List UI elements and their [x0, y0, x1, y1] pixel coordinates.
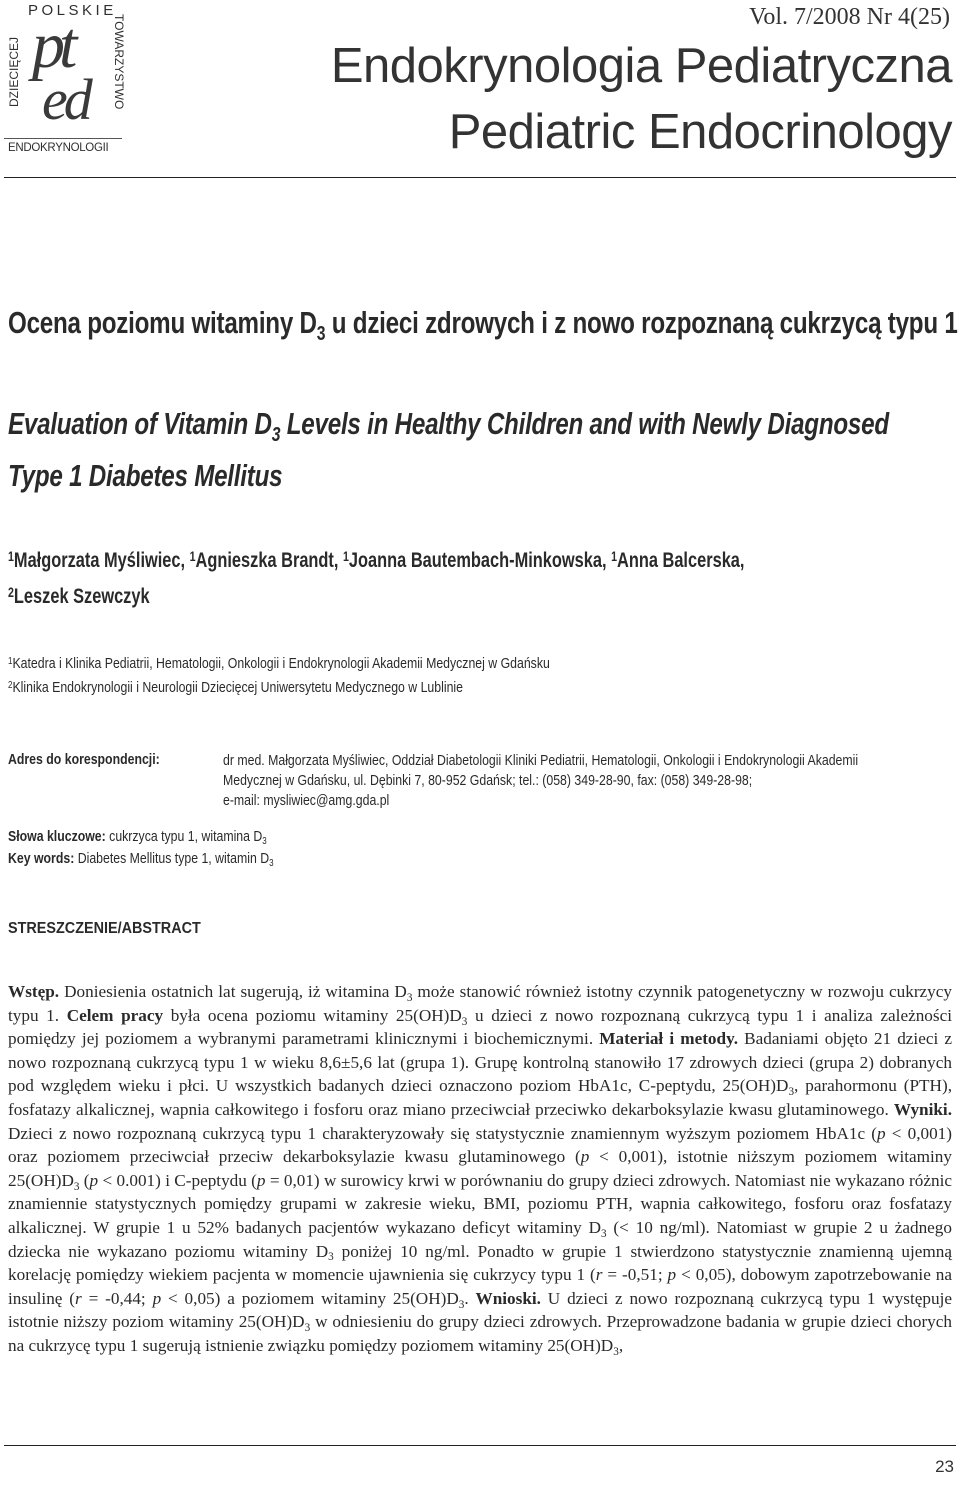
- subscript: 3: [458, 1298, 465, 1311]
- author-affil-mark: 2: [8, 584, 14, 600]
- author-name: Agnieszka Brandt,: [195, 549, 343, 572]
- logo-dzieciece: DZIECIĘCEJ: [7, 36, 21, 107]
- abstract-text: Badaniami objęto 21 dzieci z nowo rozpoznaną cukrzycą typu 1 w wieku 8,6±5,6 lat (grupa 1). Grupę kontrolną stanowiło 17 zdrowych dzieci (grupa 2) dobranych pod względem wieku i płci. U wszystkich badanych dzieci oznaczono poziom HbA1c, C-peptydu, 25(OH)D: [8, 1029, 952, 1096]
- keywords-pl: [8, 826, 828, 848]
- subscript: 3: [328, 1251, 334, 1264]
- abstract-text: < 0,05), dobowym zapotrzebowanie na insulinę (: [8, 1265, 952, 1308]
- abstract-text: U dzieci z nowo rozpoznaną cukrzycą typu 1 występuje istotnie niższy poziom witaminy 25(OH)D: [8, 1288, 952, 1332]
- stat-symbol: p: [580, 1147, 590, 1167]
- keywords-en: [8, 848, 828, 870]
- author-affil-mark: 1: [611, 548, 617, 564]
- abstract-label-conclusions: Wnioski.: [475, 1288, 541, 1308]
- page-number: 23: [935, 1457, 954, 1476]
- title-pl-subscript: 3: [316, 323, 326, 346]
- correspondence-label: Adres do korespondencji:: [8, 751, 160, 768]
- correspondence-address: [223, 751, 960, 811]
- author-affil-mark: 1: [342, 548, 349, 564]
- subscript: 3: [788, 1086, 795, 1099]
- author-name: Joanna Bautembach-Minkowska,: [348, 549, 612, 572]
- subscript: 3: [304, 1322, 311, 1335]
- abstract-text: , parahormonu (PTH), fosfatazy alkalicznej, wapnia całkowitego i fosforu oraz miano przeciwciał przeciwko dekarboksylazie kwasu glutaminowego.: [8, 1076, 952, 1119]
- keywords-en-text: Diabetes Mellitus type 1, witamin D: [74, 850, 270, 867]
- correspondence-email: e-mail: mysliwiec@amg.gda.pl: [223, 792, 390, 809]
- abstract-text: u dzieci z nowo rozpoznaną cukrzycą typu 1 i analiza zależności pomiędzy jej poziomem a wybranymi parametrami klinicznymi i biochemicznymi.: [8, 1005, 952, 1049]
- title-pl-text-end: u dzieci zdrowych i z nowo rozpoznaną cukrzycą typu 1: [325, 305, 958, 340]
- affiliation-1: [8, 652, 910, 676]
- abstract-text: Doniesienia ostatnich lat sugerują, iż witamina D: [59, 982, 407, 1001]
- volume-issue: Vol. 7/2008 Nr 4(25): [749, 4, 950, 30]
- subscript: 3: [73, 1180, 80, 1193]
- keywords-pl-subscript: 3: [262, 836, 267, 848]
- correspondence-line: dr med. Małgorzata Myśliwiec, Oddział Diabetologii Kliniki Pediatrii, Hematologii, Onkologii i Endokrynologii Akademii: [223, 752, 859, 769]
- abstract-text: = -0,44;: [81, 1288, 153, 1308]
- abstract-text: = 0,01) w surowicy krwi w porównaniu do grupy dzieci zdrowych. Natomiast nie wykazano różnic znamiennie statystycznych pomiędzy grupami w zakresie wieku, BMI, poziomu PTH, wapnia całkowitego, fosforu oraz fosfatazy alkalicznej. W grupie 1 u 52% badanych pacjentów wykazano deficyt witaminy D: [8, 1170, 952, 1237]
- affiliation-text: Katedra i Klinika Pediatrii, Hematologii, Onkologii i Endokrynologii Akademii Medycznej w Gdańsku: [12, 655, 550, 672]
- abstract-text: ,: [618, 1335, 624, 1355]
- stat-symbol: p: [256, 1170, 266, 1190]
- keywords-pl-text: cukrzyca typu 1, witamina D: [105, 828, 263, 845]
- abstract-text: w odniesieniu do grupy dzieci zdrowych. Przeprowadzone badania w grupie dzieci chorych na cukrzycę typu 1 sugerują istnienie związku pomiędzy poziomem witaminy 25(OH)D: [8, 1312, 952, 1355]
- abstract-text: była ocena poziomu witaminy 25(OH)D: [163, 1005, 462, 1025]
- journal-title-pl: Endokrynologia Pediatryczna: [330, 39, 952, 93]
- abstract-label-results: Wyniki.: [893, 1099, 952, 1119]
- logo-mark-bottom: ed: [42, 67, 89, 132]
- keywords-en-label: Key words:: [8, 850, 75, 867]
- stat-symbol: p: [667, 1265, 677, 1285]
- abstract-text: może stanowić również istotny czynnik patogenetyczny w rozwoju cukrzycy typu 1.: [8, 982, 952, 1025]
- logo-towarzystwo: TOWARZYSTWO: [112, 14, 126, 110]
- section-heading: STRESZCZENIE/ABSTRACT: [8, 920, 201, 937]
- abstract-text: (: [79, 1170, 90, 1190]
- subscript: 3: [406, 991, 413, 1004]
- logo-polskie: POLSKIE: [28, 2, 117, 19]
- author-name: Leszek Szewczyk: [13, 585, 150, 608]
- affiliation-mark: 2: [8, 679, 13, 691]
- abstract-text: < 0.001) i C-peptydu (: [98, 1170, 257, 1190]
- author-name: Anna Balcerska,: [616, 549, 745, 572]
- abstract-text: = -0,51;: [602, 1265, 668, 1285]
- title-en-subscript: 3: [271, 424, 281, 447]
- society-logo: [4, 4, 126, 154]
- logo-rule: [4, 138, 122, 139]
- stat-symbol: r: [595, 1265, 603, 1285]
- abstract-text: Dzieci z nowo rozpoznaną cukrzycą typu 1 charakteryzowały się statystycznie znamiennym wyższym poziomem HbA1c (: [8, 1123, 877, 1143]
- affiliation-text: Klinika Endokrynologii i Neurologii Dziecięcej Uniwersytetu Medycznego w Lublinie: [12, 679, 463, 696]
- affiliation-2: [8, 676, 910, 700]
- stat-symbol: p: [876, 1123, 886, 1143]
- header-divider: [4, 177, 956, 178]
- abstract-text: .: [464, 1288, 476, 1308]
- footer-divider: [4, 1445, 956, 1446]
- title-pl-text: Ocena poziomu witaminy D: [8, 305, 317, 340]
- author-affil-mark: 1: [8, 548, 14, 564]
- abstract-text: < 0,001), istotnie niższym poziomem witaminy 25(OH)D: [8, 1147, 952, 1190]
- author-list: [8, 543, 913, 615]
- abstract-text: (< 10 ng/ml). Natomiast w grupie 2 u żadnego dziecka nie wykazano poziomu witaminy D: [8, 1217, 952, 1261]
- keywords-pl-label: Słowa kluczowe:: [8, 828, 106, 845]
- author-affil-mark: 1: [189, 548, 196, 564]
- author-name: Małgorzata Myśliwiec,: [13, 549, 190, 572]
- abstract-text: poniżej 10 ng/ml. Ponadto w grupie 1 stwierdzono statystycznie znamienną ujemną korelację pomiędzy wiekiem pacjenta w momencie ujawnienia się cukrzycy typu 1 (: [8, 1241, 952, 1285]
- abstract-paragraph: [8, 980, 952, 1358]
- keywords-block: [8, 826, 828, 870]
- subscript: 3: [461, 1015, 468, 1028]
- logo-mark-top: pt: [32, 9, 72, 82]
- abstract-text: < 0,001) oraz poziomem przeciwciał przeciw dekarboksylazie kwasu glutaminowego (: [8, 1123, 952, 1167]
- abstract-label-aim: Celem pracy: [66, 1005, 164, 1025]
- affiliations: [8, 652, 910, 700]
- stat-symbol: r: [75, 1288, 82, 1308]
- title-en-text-end: Levels in Healthy Children and with Newly Diagnosed Type 1 Diabetes Mellitus: [8, 406, 889, 493]
- abstract-label-intro: Wstęp.: [8, 982, 60, 1001]
- article-title-en: [8, 398, 913, 502]
- keywords-en-subscript: 3: [269, 858, 274, 870]
- stat-symbol: p: [89, 1170, 99, 1190]
- abstract-label-methods: Materiał i metody.: [599, 1029, 739, 1049]
- affiliation-mark: 1: [8, 655, 13, 667]
- article-title-pl: [8, 305, 958, 346]
- journal-title-en: Pediatric Endocrinology: [448, 105, 952, 159]
- title-en-text: Evaluation of Vitamin D: [8, 406, 272, 441]
- subscript: 3: [601, 1227, 607, 1240]
- correspondence-line: Medycznej w Gdańsku, ul. Dębinki 7, 80-952 Gdańsk; tel.: (058) 349-28-90, fax: (058) 349-28-98;: [223, 772, 753, 789]
- subscript: 3: [613, 1345, 619, 1358]
- abstract-text: < 0,05) a poziomem witaminy 25(OH)D: [161, 1288, 459, 1308]
- logo-endokrynologii: ENDOKRYNOLOGII: [8, 142, 109, 154]
- stat-symbol: p: [152, 1288, 162, 1308]
